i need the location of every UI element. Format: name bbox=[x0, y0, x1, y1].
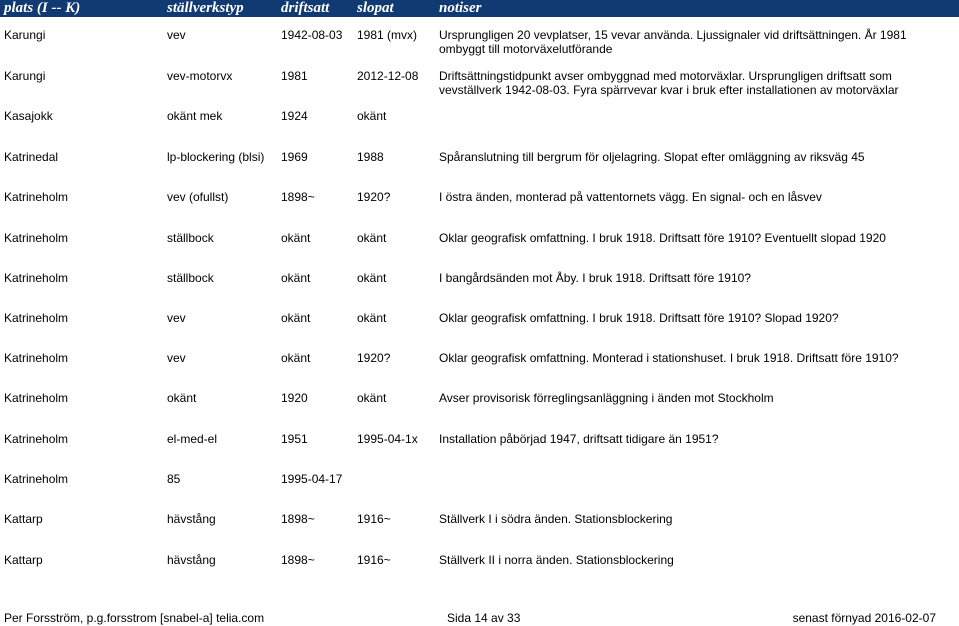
header-plats: plats (I -- K) bbox=[4, 0, 81, 16]
table-header bbox=[0, 0, 959, 17]
cell-typ: okänt mek bbox=[167, 109, 223, 123]
footer-author: Per Forsström, p.g.forsstrom [snabel-a] telia.com bbox=[4, 611, 265, 625]
header-notiser: notiser bbox=[439, 0, 482, 16]
cell-notiser: Spåranslutning till bergrum för oljelagring. Slopat efter omläggning av riksväg 45 bbox=[439, 150, 865, 164]
cell-driftsatt: okänt bbox=[281, 271, 311, 285]
cell-slopat: 1988 bbox=[357, 150, 384, 164]
cell-notiser: Oklar geografisk omfattning. Monterad i stationshuset. I bruk 1918. Driftsatt före 1910? bbox=[439, 351, 899, 365]
cell-plats: Kattarp bbox=[4, 553, 43, 567]
cell-plats: Katrineholm bbox=[4, 391, 69, 405]
cell-slopat: okänt bbox=[357, 271, 387, 285]
cell-typ: vev bbox=[167, 351, 186, 365]
cell-notiser: I östra änden, monterad på vattentornets vägg. En signal- och en låsvev bbox=[439, 190, 822, 204]
header-slopat: slopat bbox=[357, 0, 394, 16]
cell-plats: Katrineholm bbox=[4, 472, 69, 486]
cell-slopat: 1920? bbox=[357, 351, 391, 365]
cell-notiser: Oklar geografisk omfattning. I bruk 1918. Driftsatt före 1910? Slopad 1920? bbox=[439, 311, 839, 325]
cell-typ: vev-motorvx bbox=[167, 69, 233, 83]
cell-plats: Katrineholm bbox=[4, 311, 69, 325]
cell-slopat: okänt bbox=[357, 391, 387, 405]
cell-typ: vev bbox=[167, 311, 186, 325]
footer-updated: senast förnyad 2016-02-07 bbox=[792, 611, 936, 625]
cell-notiser: Installation påbörjad 1947, driftsatt tidigare än 1951? bbox=[439, 432, 719, 446]
cell-slopat: 1981 (mvx) bbox=[357, 28, 418, 42]
cell-plats: Karungi bbox=[4, 28, 46, 42]
cell-typ: vev bbox=[167, 28, 186, 42]
cell-notiser: Driftsättningstidpunkt avser ombyggnad med motorväxlar. Ursprungligen driftsatt som vevställverk 1942-08-03. Fyra spärrvevar kvar i bruk efter installationen av motorväxlar bbox=[439, 69, 899, 97]
cell-driftsatt: 1920 bbox=[281, 391, 308, 405]
cell-driftsatt: 1942-08-03 bbox=[281, 28, 343, 42]
cell-notiser: I bangårdsänden mot Åby. I bruk 1918. Driftsatt före 1910? bbox=[439, 271, 751, 285]
cell-typ: hävstång bbox=[167, 512, 216, 526]
cell-notiser: Oklar geografisk omfattning. I bruk 1918. Driftsatt före 1910? Eventuellt slopad 1920 bbox=[439, 231, 886, 245]
cell-slopat: okänt bbox=[357, 109, 387, 123]
cell-plats: Kasajokk bbox=[4, 109, 53, 123]
cell-notiser: Ursprungligen 20 vevplatser, 15 vevar använda. Ljussignaler vid driftsättningen. År 1981 ombyggt till motorväxelutförande bbox=[439, 28, 907, 56]
cell-plats: Katrinedal bbox=[4, 150, 59, 164]
cell-slopat: okänt bbox=[357, 231, 387, 245]
cell-driftsatt: 1924 bbox=[281, 109, 308, 123]
cell-notiser: Ställverk II i norra änden. Stationsblockering bbox=[439, 553, 674, 567]
cell-plats: Kattarp bbox=[4, 512, 43, 526]
cell-typ: hävstång bbox=[167, 553, 216, 567]
cell-driftsatt: okänt bbox=[281, 351, 311, 365]
cell-notiser: Ställverk I i södra änden. Stationsblockering bbox=[439, 512, 673, 526]
cell-typ: lp-blockering (blsi) bbox=[167, 150, 265, 164]
cell-typ: ställbock bbox=[167, 231, 214, 245]
cell-plats: Katrineholm bbox=[4, 432, 69, 446]
cell-typ: 85 bbox=[167, 472, 181, 486]
cell-plats: Katrineholm bbox=[4, 351, 69, 365]
cell-slopat: 2012-12-08 bbox=[357, 69, 419, 83]
cell-plats: Katrineholm bbox=[4, 231, 69, 245]
cell-typ: el-med-el bbox=[167, 432, 218, 446]
cell-plats: Katrineholm bbox=[4, 271, 69, 285]
cell-slopat: okänt bbox=[357, 311, 387, 325]
cell-driftsatt: 1995-04-17 bbox=[281, 472, 343, 486]
cell-driftsatt: 1898~ bbox=[281, 512, 315, 526]
cell-plats: Karungi bbox=[4, 69, 46, 83]
cell-typ: ställbock bbox=[167, 271, 214, 285]
header-stallverkstyp: ställverkstyp bbox=[167, 0, 244, 16]
cell-driftsatt: okänt bbox=[281, 231, 311, 245]
cell-slopat: 1920? bbox=[357, 190, 391, 204]
cell-typ: vev (ofullst) bbox=[167, 190, 229, 204]
cell-driftsatt: okänt bbox=[281, 311, 311, 325]
header-driftsatt: driftsatt bbox=[281, 0, 330, 16]
cell-typ: okänt bbox=[167, 391, 197, 405]
cell-driftsatt: 1898~ bbox=[281, 553, 315, 567]
cell-driftsatt: 1969 bbox=[281, 150, 308, 164]
cell-slopat: 1916~ bbox=[357, 512, 391, 526]
cell-driftsatt: 1981 bbox=[281, 69, 308, 83]
cell-driftsatt: 1951 bbox=[281, 432, 308, 446]
cell-driftsatt: 1898~ bbox=[281, 190, 315, 204]
footer-page-number: Sida 14 av 33 bbox=[447, 611, 521, 625]
cell-slopat: 1995-04-1x bbox=[357, 432, 418, 446]
cell-notiser: Avser provisorisk förreglingsanläggning i änden mot Stockholm bbox=[439, 391, 774, 405]
cell-plats: Katrineholm bbox=[4, 190, 69, 204]
cell-slopat: 1916~ bbox=[357, 553, 391, 567]
